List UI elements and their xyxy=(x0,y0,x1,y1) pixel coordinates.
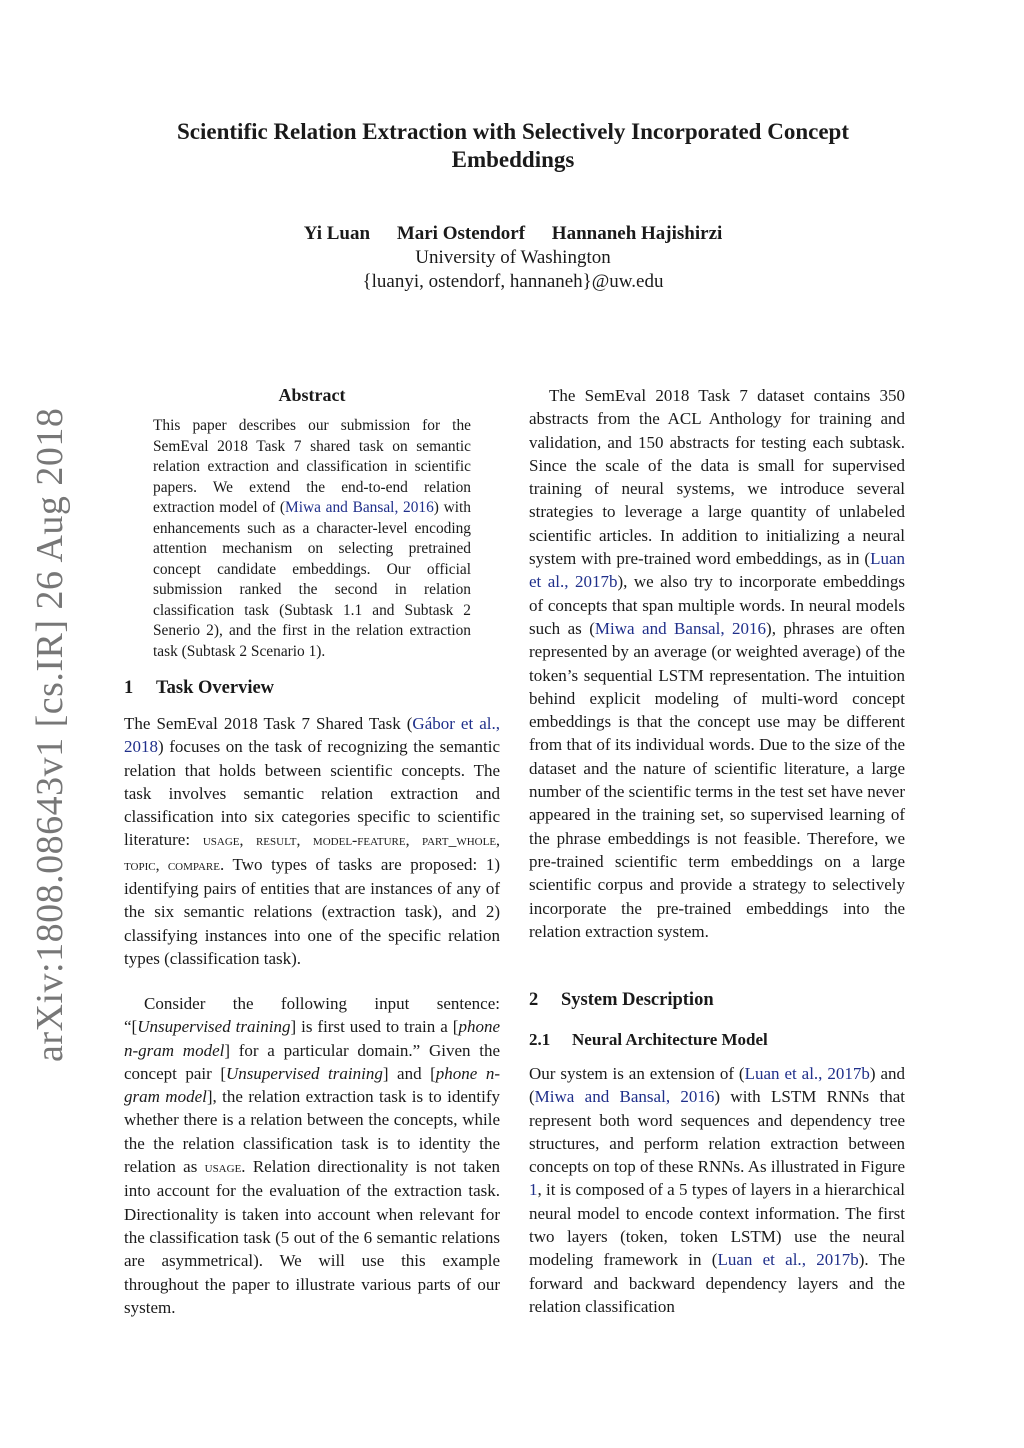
citation-link[interactable]: Miwa and Bansal, 2016 xyxy=(594,618,767,638)
citation-link[interactable]: Miwa and Bansal, 2016 xyxy=(534,1087,715,1107)
affiliation: University of Washington xyxy=(415,247,611,268)
section-1-heading xyxy=(124,676,274,700)
author-emails: {luanyi, ostendorf, hannaneh}@uw.edu xyxy=(362,271,664,292)
author-name: Hannaneh Hajishirzi xyxy=(551,223,723,244)
citation-link[interactable]: Miwa and Bansal, 2016 xyxy=(285,499,434,516)
relation-type-list: usage, result, model-feature, part_whole, topic, compare xyxy=(124,832,501,874)
author-name: Yi Luan xyxy=(303,223,371,244)
abstract-text: This paper describes our submission for the SemEval 2018 Task 7 shared task on semantic relation extraction and classification in scientific papers. We extend the end-to-end relation extraction model of (Miwa and Bansal, 2016) with enhancements such as a character-level encoding attention mechanism on selecting pretrained concept candidate embeddings. Our official submission ranked the second in relation classification task (Subtask 1.1 and Subtask 2 Senerio 2), and the first in the relation extraction task (Subtask 2 Scenario 1). xyxy=(153,417,471,660)
section-number: 1 xyxy=(124,678,134,698)
citation-link[interactable]: Luan et al., 2017b xyxy=(717,1250,859,1270)
task-overview-paragraph-1: The SemEval 2018 Task 7 Shared Task (Gábor et al., 2018) focuses on the task of recognizing the semantic relation that holds between scientific concepts. The task involves semantic relation extraction and classification into six categories specific to scientific literature: usage, result, model-feature, part_whole, topic, compare. Two types of tasks are proposed: 1) identifying pairs of entities that are instances of any of the six semantic relations (extraction task), and 2) classifying instances into one of the specific relation types (classification task). xyxy=(124,714,501,968)
arxiv-identifier: arXiv:1808.08643v1 [cs.IR] 26 Aug 2018 xyxy=(29,407,71,1062)
subsection-title: Neural Architecture Model xyxy=(572,1030,768,1049)
subsection-number: 2.1 xyxy=(529,1030,551,1049)
author-name: Mari Ostendorf xyxy=(396,223,526,244)
section-title: Task Overview xyxy=(156,678,275,698)
citation-link[interactable]: Luan et al., 2017b xyxy=(744,1064,870,1083)
intro-dataset-paragraph: The SemEval 2018 Task 7 dataset contains 350 abstracts from the ACL Anthology for training and validation, and 150 abstracts for testing each subtask. Since the scale of the data is small for supervised training of neural systems, we introduce several strategies to leverage a large quantity of unlabeled scientific articles. In addition to initializing a neural system with pre-trained word embeddings, as in (Luan et al., 2017b), we also try to incorporate embeddings of concepts that span multiple words. In neural models such as (Miwa and Bansal, 2016), phrases are often represented by an average (or weighted average) of the token’s sequential LSTM representation. The intuition behind explicit modeling of multi-word concept embeddings is that the concept use may be different from that of its individual words. Due to the size of the dataset and the nature of scientific literature, a large number of the scientific terms in the test set have never appeared in the training set, so supervised learning of the phrase embeddings is not feasible. Therefore, we pre-trained scientific term embeddings on a large scientific corpus and provide a strategy to selectively incorporate the pre-trained embeddings into the relation extraction system. xyxy=(529,386,906,941)
paper-title: Scientific Relation Extraction with Selectively Incorporated Concept Embeddings xyxy=(177,119,849,172)
abstract-heading: Abstract xyxy=(278,385,346,405)
figure-reference-link[interactable]: 1 xyxy=(529,1180,538,1200)
architecture-paragraph: Our system is an extension of (Luan et al., 2017b) and (Miwa and Bansal, 2016) with LSTM RNNs that represent both word sequences and dependency tree structures, and perform relation extraction between concepts on top of these RNNs. As illustrated in Figure 1, it is composed of a 5 types of layers in a hierarchical neural model to encode context information. The first two layers (token, token LSTM) use the neural modeling framework in (Luan et al., 2017b). The forward and backward dependency layers and the relation classification xyxy=(529,1064,905,1316)
section-title: System Description xyxy=(561,990,714,1010)
section-number: 2 xyxy=(529,990,539,1010)
author-list xyxy=(120,222,906,246)
section-2-heading xyxy=(529,988,714,1012)
citation-link[interactable]: Gábor et al., 2018 xyxy=(124,714,500,757)
task-overview-paragraph-2: Consider the following input sentence: “[Unsupervised training] is first used to train a [phone n-gram model] for a particular domain.” Given the concept pair [Unsupervised training] and [phone n-gram model], the relation extraction task is to identify whether there is a relation between the concepts, while the the relation classification task is to identity the relation as usage. Relation directionality is not taken into account for the evaluation of the extraction task. Directionality is taken into account when relevant for the classification task (5 out of the 6 semantic relations are asymmetrical). We will use this example throughout the paper to illustrate various parts of our system. xyxy=(124,994,501,1317)
citation-link[interactable]: Luan et al., 2017b xyxy=(529,549,905,592)
subsection-2-1-heading xyxy=(529,1029,768,1051)
